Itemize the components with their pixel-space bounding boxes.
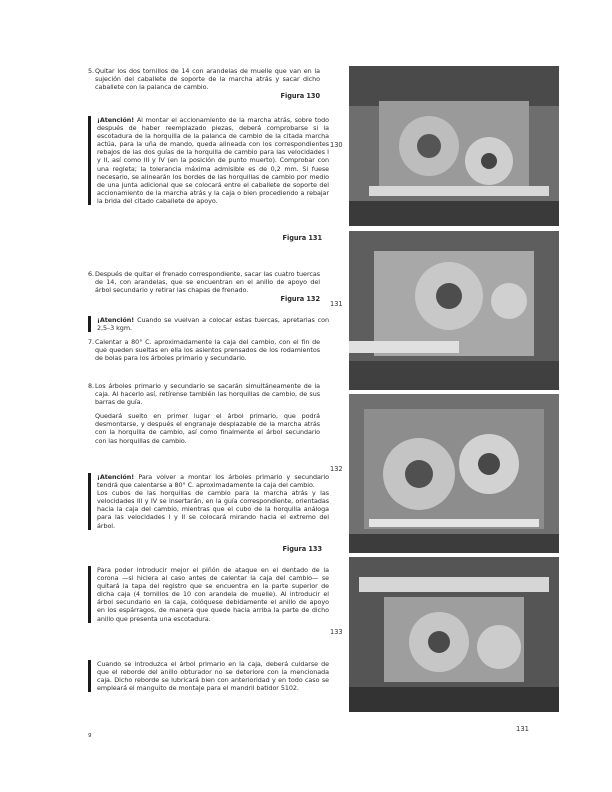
note-text-continued: Los cubos de las horquillas de cambio para la marcha atrás y las velocidades III y IV se insertarán, en la guía correspondiente, orientadas hacia la caja del cambio, mientras que el cubo de la horquilla análoga para las velocidades I y II se colocará mirando hacia el extremo del árbol. xyxy=(97,489,329,530)
figure-reference: Figura 130 xyxy=(280,92,320,101)
note-text: Cuando se vuelvan a colocar estas tuercas, apretarlas con 2,5–3 kgm. xyxy=(97,316,329,333)
step-8 xyxy=(88,382,320,445)
note-text: Para poder introducir mejor el piñón de ataque en el dentado de la corona —si hiciera al caso antes de calentar la caja del cambio— se quitará la tapa del registro que se encuentra en la parte superior de dicha caja (4 tornillos de 10 con arandela de muelle). Al introducir el árbol secundario en la caja, colóquese debidamente el anillo de apoyo en los espárragos, de manera que quede hacia arriba la parte de dicho anillo que presenta una escotadura. xyxy=(97,566,329,623)
figure-label: 132 xyxy=(330,465,343,473)
figure-130-photo xyxy=(349,66,559,226)
figure-131-photo xyxy=(349,231,559,390)
note-text: Cuando se introduzca el árbol primario en la caja, deberá cuidarse de que el reborde del anillo obturador no se deteriore con la mencionada caja. Dicho reborde se lubricará bien con anterioridad y en todo caso se empleará el manguito de montaje para el mandril batidor 5102. xyxy=(97,660,329,693)
step-text: Calentar a 80° C. aproximadamente la caja del cambio, con el fin de que queden sueltas en ella los asientos prensados de los rodamientos de bolas para los árboles primario y secundario. xyxy=(95,338,320,363)
step-7 xyxy=(88,338,320,362)
step-number: 5. xyxy=(88,67,94,75)
gearbox-photo-icon xyxy=(349,231,559,390)
footer-mark: 9 xyxy=(88,733,92,739)
note-text: Al montar el accionamiento de la marcha atrás, sobre todo después de haber reemplazado piezas, deberá comprobarse si la escotadura de la horquilla de la palanca de cambio de la citada marcha actúa, para la uña de mando, queda alineada con los correspondientes rebajos de las dos guías de la horquilla de cambio para las velocidades I y II, así como III y IV (en la posición de punto muerto). Comprobar con una regleta; la tolerancia máxima admisible es de 0,2 mm. Si fuese necesario, se alinearán los bordes de las horquillas de cambio por medio de una junta adicional que se colocará entre el caballete de soporte del accionamiento de la marcha atrás y la caja o bien procediendo a rebajar la brida del citado caballete de apoyo. xyxy=(97,116,329,205)
step-number: 8. xyxy=(88,382,94,390)
gearbox-photo-icon xyxy=(349,557,559,712)
figure-reference: Figura 133 xyxy=(282,545,322,553)
side-note xyxy=(88,660,329,692)
attention-note xyxy=(88,116,329,205)
step-5 xyxy=(88,67,320,100)
figure-133-photo xyxy=(349,557,559,712)
note-lead: ¡Atención! xyxy=(97,316,135,324)
step-text: Quitar los dos tornillos de 14 con arandelas de muelle que van en la sujeción del caballete de soporte de la marcha atrás y sacar dicho caballete con la palanca de cambio. xyxy=(95,67,320,92)
step-number: 6. xyxy=(88,270,94,278)
note-text: Para volver a montar los árboles primario y secundario tendrá que calentarse a 80° C. aproximadamente la caja del cambio. xyxy=(97,473,329,490)
step-6 xyxy=(88,270,320,303)
attention-note xyxy=(88,473,329,530)
step-text: Los árboles primario y secundario se sacarán simultáneamente de la caja. Al hacerlo así, retírense también las horquillas de cambio, de sus barras de guía. xyxy=(95,382,320,407)
step-number: 7. xyxy=(88,338,94,346)
figure-label: 130 xyxy=(330,141,343,149)
figure-reference: Figura 132 xyxy=(280,295,320,304)
page-number: 131 xyxy=(516,725,529,733)
figure-label: 133 xyxy=(330,628,343,636)
figure-132-photo xyxy=(349,394,559,553)
attention-note xyxy=(88,316,329,332)
step-text: Después de quitar el frenado correspondiente, sacar las cuatro tuercas de 14, con arandelas, que se encuentran en el anillo de apoyo del árbol secundario y retirar las chapas de frenado. xyxy=(95,270,320,295)
gearbox-photo-icon xyxy=(349,66,559,226)
step-text-continued: Quedará suelto en primer lugar el árbol primario, que podrá desmontarse, y después el engranaje desplazable de la marcha atrás con la horquilla de cambio, así como finalmente el árbol secundario con las horquillas de cambio. xyxy=(95,412,320,445)
gearbox-photo-icon xyxy=(349,394,559,553)
note-lead: ¡Atención! xyxy=(97,473,135,481)
note-lead: ¡Atención! xyxy=(97,116,135,124)
figure-label: 131 xyxy=(330,300,343,308)
side-note xyxy=(88,566,329,623)
figure-reference: Figura 131 xyxy=(282,234,322,242)
